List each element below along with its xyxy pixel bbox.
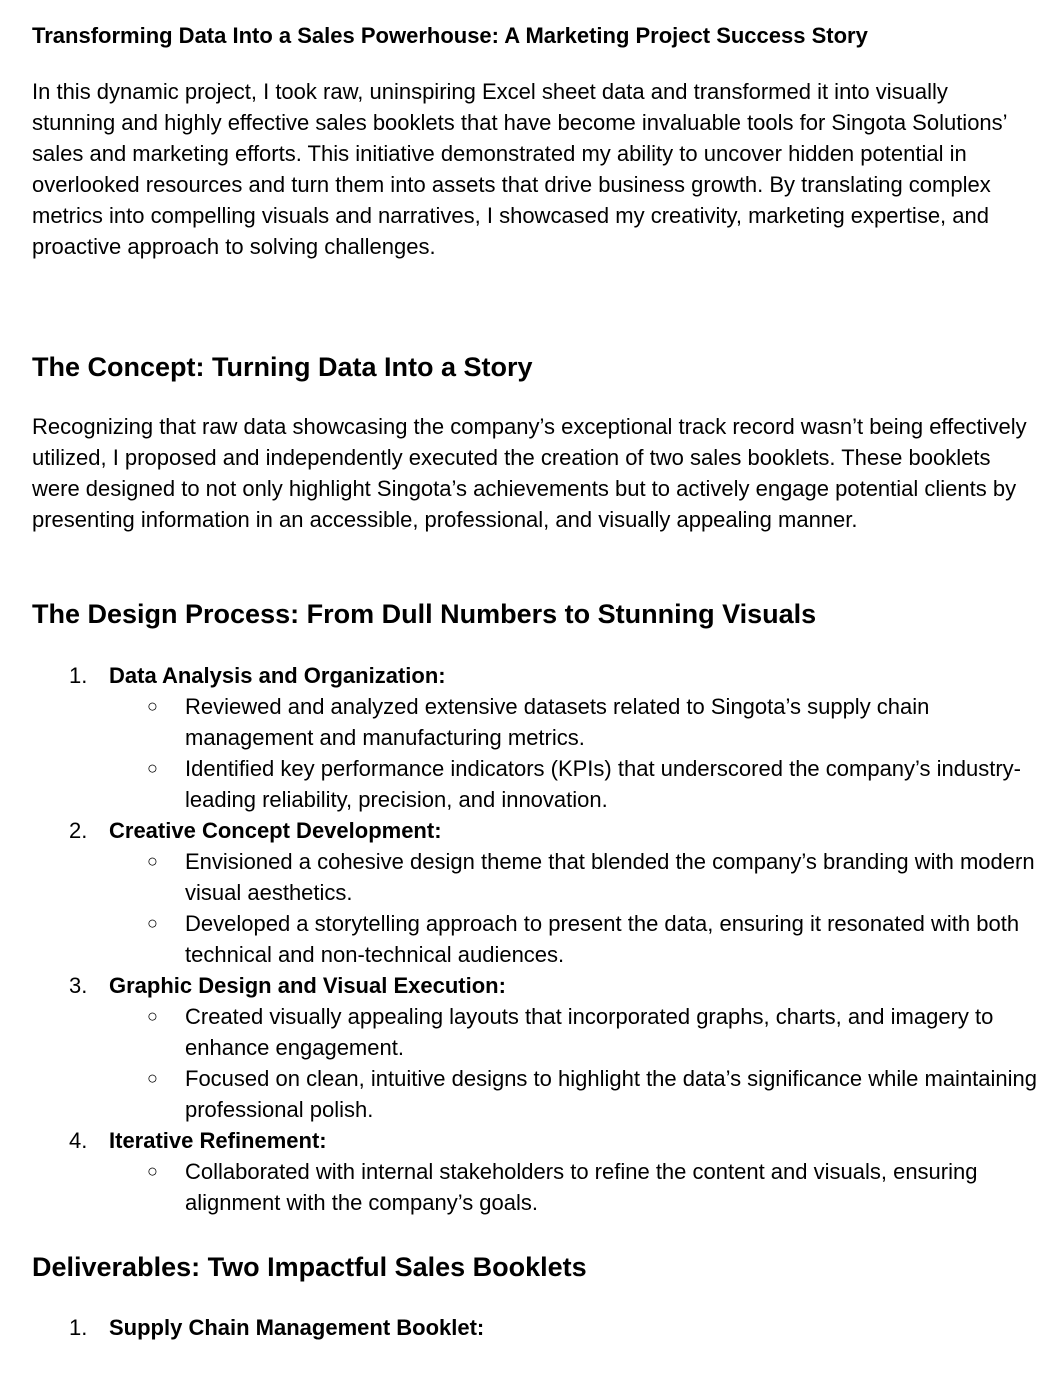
deliverables-list	[32, 1312, 1042, 1343]
step-title: Iterative Refinement:	[109, 1128, 327, 1153]
hollow-circle-bullet-icon: ○	[147, 696, 158, 716]
design-step-4	[32, 1125, 1042, 1218]
step-point	[32, 1156, 1042, 1218]
hollow-circle-bullet-icon: ○	[147, 758, 158, 778]
step-point	[32, 691, 1042, 753]
hollow-circle-bullet-icon: ○	[147, 913, 158, 933]
step-points	[32, 846, 1042, 970]
deliverable-item-1	[32, 1312, 1042, 1343]
step-title: Creative Concept Development:	[109, 818, 442, 843]
step-point	[32, 846, 1042, 908]
hollow-circle-bullet-icon: ○	[147, 1068, 158, 1088]
deliverable-number: 1.	[69, 1315, 88, 1340]
step-heading	[32, 1125, 1042, 1156]
hollow-circle-bullet-icon: ○	[147, 1161, 158, 1181]
step-point-text: Identified key performance indicators (KPIs) that underscored the company’s industry-leading reliability, precision, and innovation.	[185, 756, 1021, 812]
hollow-circle-bullet-icon: ○	[147, 851, 158, 871]
step-heading	[32, 660, 1042, 691]
step-point-text: Envisioned a cohesive design theme that blended the company’s branding with modern visual aesthetics.	[185, 849, 1035, 905]
step-number: 4.	[69, 1128, 88, 1153]
step-point	[32, 753, 1042, 815]
step-point-text: Reviewed and analyzed extensive datasets related to Singota’s supply chain management and manufacturing metrics.	[185, 694, 930, 750]
document-title: Transforming Data Into a Sales Powerhouse: A Marketing Project Success Story	[32, 23, 868, 48]
intro-paragraph: In this dynamic project, I took raw, uninspiring Excel sheet data and transformed it into visually stunning and highly effective sales booklets that have become invaluable tools for Singota Solutions’ sales and marketing efforts. This initiative demonstrated my ability to uncover hidden potential in overlooked resources and turn them into assets that drive business growth. By translating complex metrics into compelling visuals and narratives, I showcased my creativity, marketing expertise, and proactive approach to solving challenges.	[32, 79, 1007, 259]
step-point	[32, 908, 1042, 970]
design-process-heading: The Design Process: From Dull Numbers to Stunning Visuals	[32, 599, 817, 629]
step-title: Data Analysis and Organization:	[109, 663, 446, 688]
step-points	[32, 1156, 1042, 1218]
design-step-1	[32, 660, 1042, 815]
step-point-text: Developed a storytelling approach to present the data, ensuring it resonated with both technical and non-technical audiences.	[185, 911, 1020, 967]
design-step-3	[32, 970, 1042, 1125]
step-heading	[32, 815, 1042, 846]
design-steps-list	[32, 660, 1042, 1218]
step-number: 1.	[69, 663, 88, 688]
concept-paragraph: Recognizing that raw data showcasing the company’s exceptional track record wasn’t being effectively utilized, I proposed and independently executed the creation of two sales booklets. These booklets were designed to not only highlight Singota’s achievements but to actively engage potential clients by presenting information in an accessible, professional, and visually appealing manner.	[32, 414, 1027, 532]
concept-heading: The Concept: Turning Data Into a Story	[32, 352, 533, 382]
step-heading	[32, 970, 1042, 1001]
design-step-2	[32, 815, 1042, 970]
deliverable-title: Supply Chain Management Booklet:	[109, 1315, 485, 1340]
step-point	[32, 1063, 1042, 1125]
step-points	[32, 1001, 1042, 1125]
step-title: Graphic Design and Visual Execution:	[109, 973, 506, 998]
step-points	[32, 691, 1042, 815]
deliverable-heading	[32, 1312, 1042, 1343]
step-point-text: Focused on clean, intuitive designs to highlight the data’s significance while maintaining professional polish.	[185, 1066, 1038, 1122]
step-point	[32, 1001, 1042, 1063]
step-point-text: Collaborated with internal stakeholders to refine the content and visuals, ensuring alignment with the company’s goals.	[185, 1159, 978, 1215]
step-number: 2.	[69, 818, 88, 843]
deliverables-heading: Deliverables: Two Impactful Sales Booklets	[32, 1252, 587, 1282]
step-number: 3.	[69, 973, 88, 998]
hollow-circle-bullet-icon: ○	[147, 1006, 158, 1026]
step-point-text: Created visually appealing layouts that incorporated graphs, charts, and imagery to enhance engagement.	[185, 1004, 994, 1060]
